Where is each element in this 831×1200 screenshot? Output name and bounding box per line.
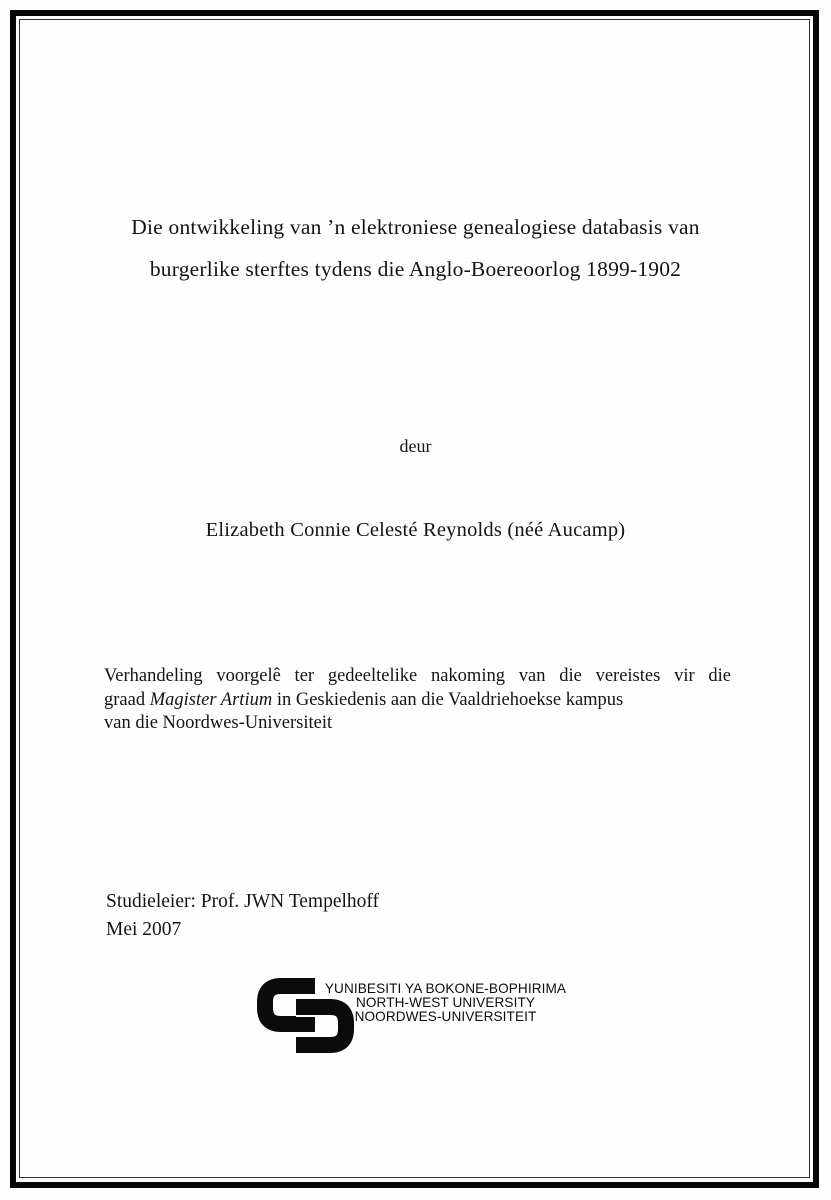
degree-name-italic: Magister Artium (149, 689, 273, 710)
thesis-title (50, 206, 781, 290)
supervisor-block (106, 888, 379, 943)
submission-line-1: Verhandeling voorgelê ter gedeeltelike nakoming van die vereistes vir die (104, 666, 731, 686)
supervisor-line: Studieleier: Prof. JWN Tempelhoff (106, 891, 380, 912)
submission-line-2-pre: graad (104, 689, 150, 710)
nwu-name-english: NORTH-WEST UNIVERSITY (355, 995, 536, 1011)
submission-line-2-post: in Geskiedenis aan die Vaaldriehoekse kampus (272, 689, 624, 710)
nwu-name-setswana: YUNIBESITI YA BOKONE-BOPHIRIMA (324, 981, 567, 996)
thesis-title-line-2: burgerlike sterftes tydens die Anglo-Boereoorlog 1899-1902 (149, 257, 682, 281)
submission-line-3: van die Noordwes-Universiteit (104, 713, 333, 734)
nwu-name-afrikaans: NOORDWES-UNIVERSITEIT (354, 1009, 537, 1025)
author-name: Elizabeth Connie Celesté Reynolds (néé Aucamp) (205, 519, 626, 541)
byline-label: deur (399, 436, 432, 456)
thesis-title-line-1: Die ontwikkeling van ’n elektroniese genealogiese databasis van (131, 215, 700, 239)
submission-line-2 (104, 689, 731, 713)
nwu-logo (257, 977, 577, 1059)
date-line: Mei 2007 (106, 918, 182, 940)
nwu-logo-wordmark (317, 982, 574, 1025)
submission-statement (104, 665, 731, 736)
